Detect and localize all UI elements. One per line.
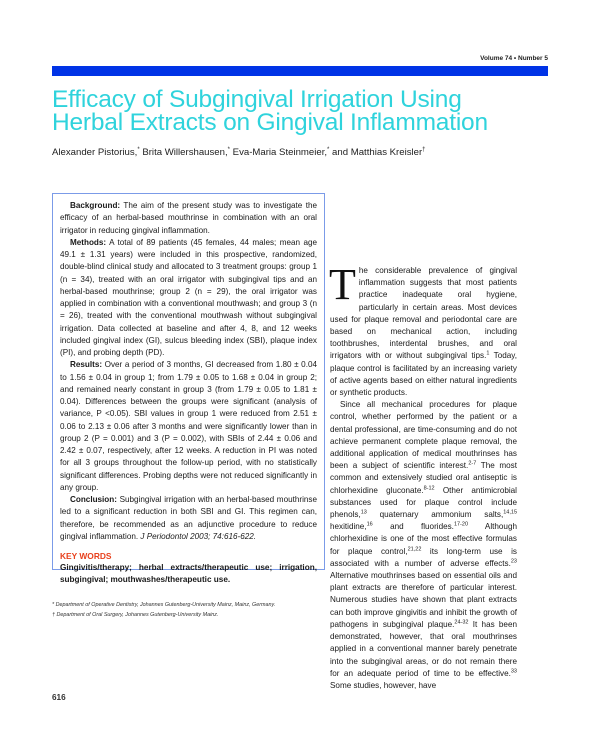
body-text: Alternative mouthrinses based on essential oils and plant extracts are therefore of particular interest. Numerous studies have shown that plant extracts can both improve gingivitis and inhibit the growth of pathogens in subgingival plaque. xyxy=(330,571,517,629)
reference-superscript: 23 xyxy=(510,558,517,565)
body-text: It has been demonstrated, however, that oral mouthrinses applied in a conventional manner barely penetrate into the subgingival areas, or do not remain there for an adequate period of time to be effective. xyxy=(330,619,517,678)
affiliation-mark: † xyxy=(422,146,426,153)
title-line-1: Efficacy of Subgingival Irrigation Using xyxy=(52,86,462,113)
affiliation-mark: * xyxy=(137,146,140,153)
reference-superscript: 33 xyxy=(510,667,517,674)
author: Alexander Pistorius, xyxy=(52,147,138,158)
reference-superscript: 24-32 xyxy=(454,619,469,626)
body-text: Since all mechanical procedures for plaque control, whether performed by the patient or a dental professional, are time-consuming and do not achieve permanent complete plaque removal, the additional application of medical mouthrinses has been a subject of scientific interest. xyxy=(330,400,517,471)
body-text: quaternary ammonium salts, xyxy=(366,510,504,520)
header-accent-bar xyxy=(52,66,548,76)
keywords: Gingivitis/therapy; herbal extracts/therapeutic use; irrigation, subgingival; mouthwashes/therapeutic use. xyxy=(60,563,317,585)
affiliation-mark: * xyxy=(327,146,330,153)
intro-paragraph-2 xyxy=(330,399,517,692)
abstract-methods xyxy=(60,237,317,360)
title-line-2: Herbal Extracts on Gingival Inflammation xyxy=(52,109,488,136)
section-text: Subgingival irrigation with an herbal-based mouthrinse led to a significant reduction in both SBI and GI. This regimen can, therefore, be recommended as an adjunctive procedure to reduce gingival inflammation. xyxy=(60,495,317,541)
body-text: The most common and extensively studied oral antiseptic is chlorhexidine gluconate. xyxy=(330,461,517,495)
body-text: Other antimicrobial substances used for plaque control include phenols, xyxy=(330,485,517,520)
article-title xyxy=(52,88,488,134)
section-label: Conclusion: xyxy=(70,495,117,504)
drop-cap: T xyxy=(329,260,356,309)
section-label: Methods: xyxy=(70,237,107,247)
author: and Matthias Kreisler xyxy=(329,147,423,158)
footnote: † Department of Oral Surgery, Johannes Gutenberg-University Mainz. xyxy=(52,611,219,618)
section-text: A total of 89 patients (45 females, 44 males; mean age 49.1 ± 1.31 years) were included in this prospective, randomized, double-blind clinical study and allocated to 3 treatment groups: group 1 (n = 34), treated with an oral irrigator with subgingival tips and an herbal-based mouthrinse; group 2 (n = 29), the oral irrigator was applied in combination with a conventional mouthwash; and group 3 (n = 26), treated with the conventional mouthwash without subgingival irrigation. Data collected at baseline and after 4, 8, and 12 weeks included gingival index (GI), sulcus bleeding index (SBI), plaque index (PI), and probing depth (PD). xyxy=(60,237,317,357)
abstract-background xyxy=(60,200,317,237)
author: Eva-Maria Steinmeier, xyxy=(230,147,328,158)
intro-paragraph-1 xyxy=(329,260,517,399)
body-text: Today, plaque control is facilitated by an increasing variety of active agents based on either natural ingredients or synthetic products. xyxy=(330,351,517,398)
affiliation-mark: * xyxy=(227,146,230,153)
body-column xyxy=(329,260,517,692)
reference-superscript: 2-7 xyxy=(468,460,477,467)
reference-superscript: 8-12 xyxy=(423,484,435,491)
section-text: The aim of the present study was to investigate the efficacy of an herbal-based mouthrinse in combination with an oral irrigator in reducing gingival inflammation. xyxy=(60,201,317,235)
reference-superscript: 1 xyxy=(486,350,490,357)
reference-superscript: 21,22 xyxy=(407,545,422,552)
body-text: hexitidine, xyxy=(330,522,367,532)
page-number: 616 xyxy=(52,693,66,702)
body-text: Some studies, however, have xyxy=(330,680,437,690)
body-text: its long-term use is associated with a number of adverse effects. xyxy=(330,546,517,568)
body-text: Although chlorhexidine is one of the most effective formulas for plaque control, xyxy=(330,522,517,556)
journal-volume: Volume 74 • Number 5 xyxy=(480,55,548,62)
reference-superscript: 14,15 xyxy=(503,509,517,516)
footnote: * Department of Operative Dentistry, Johannes Gutenberg-University Mainz, Mainz, Germany. xyxy=(52,602,276,608)
citation: J Periodontol 2003; 74:616-622. xyxy=(140,531,257,541)
abstract-box xyxy=(52,193,325,585)
footnotes xyxy=(52,601,275,620)
section-text: Over a period of 3 months, GI decreased from 1.80 ± 0.04 to 1.56 ± 0.04 in group 1; from 1.79 ± 0.05 to 1.68 ± 0.04 in group 2; and remained nearly constant in group 3 (from 1.79 ± 0.05 to 1.81 ± 0.04). Differences between the groups were significant (analysis of variance, P <0.05). SBI values in group 1 were reduced from 2.51 ± 0.06 to 2.13 ± 0.06 after 3 months and were significantly lower than in group 2 (P = 0.001) and 3 (P = 0.002), with SBIs of 2.44 ± 0.06 and 2.42 ± 0.07, respectively, after 12 weeks. A reduction in PI was noted for all 3 groups throughout the follow-up period, with no statistically significant differences. Probing depths were not reduced significantly in any group. xyxy=(60,360,317,492)
author: Brita Willershausen, xyxy=(139,147,228,158)
reference-superscript: 17-20 xyxy=(453,521,469,528)
reference-superscript: 13 xyxy=(360,509,367,516)
reference-superscript: 16 xyxy=(366,521,373,528)
abstract-conclusion xyxy=(60,494,317,543)
keywords-heading: KEY WORDS xyxy=(60,551,112,561)
body-text: and fluorides. xyxy=(372,522,454,532)
body-text: he considerable prevalence of gingival inflammation suggests that most patients practice inadequate oral hygiene, particularly in certain areas. Most devices used for plaque removal and periodontal care are based on mechanical action, including toothbrushes, interdental brushes, and oral irrigators with or without subgingival tips. xyxy=(330,266,517,361)
abstract-results xyxy=(60,359,317,494)
section-label: Background: xyxy=(70,201,121,210)
section-label: Results: xyxy=(70,360,103,370)
author-list xyxy=(52,147,426,158)
